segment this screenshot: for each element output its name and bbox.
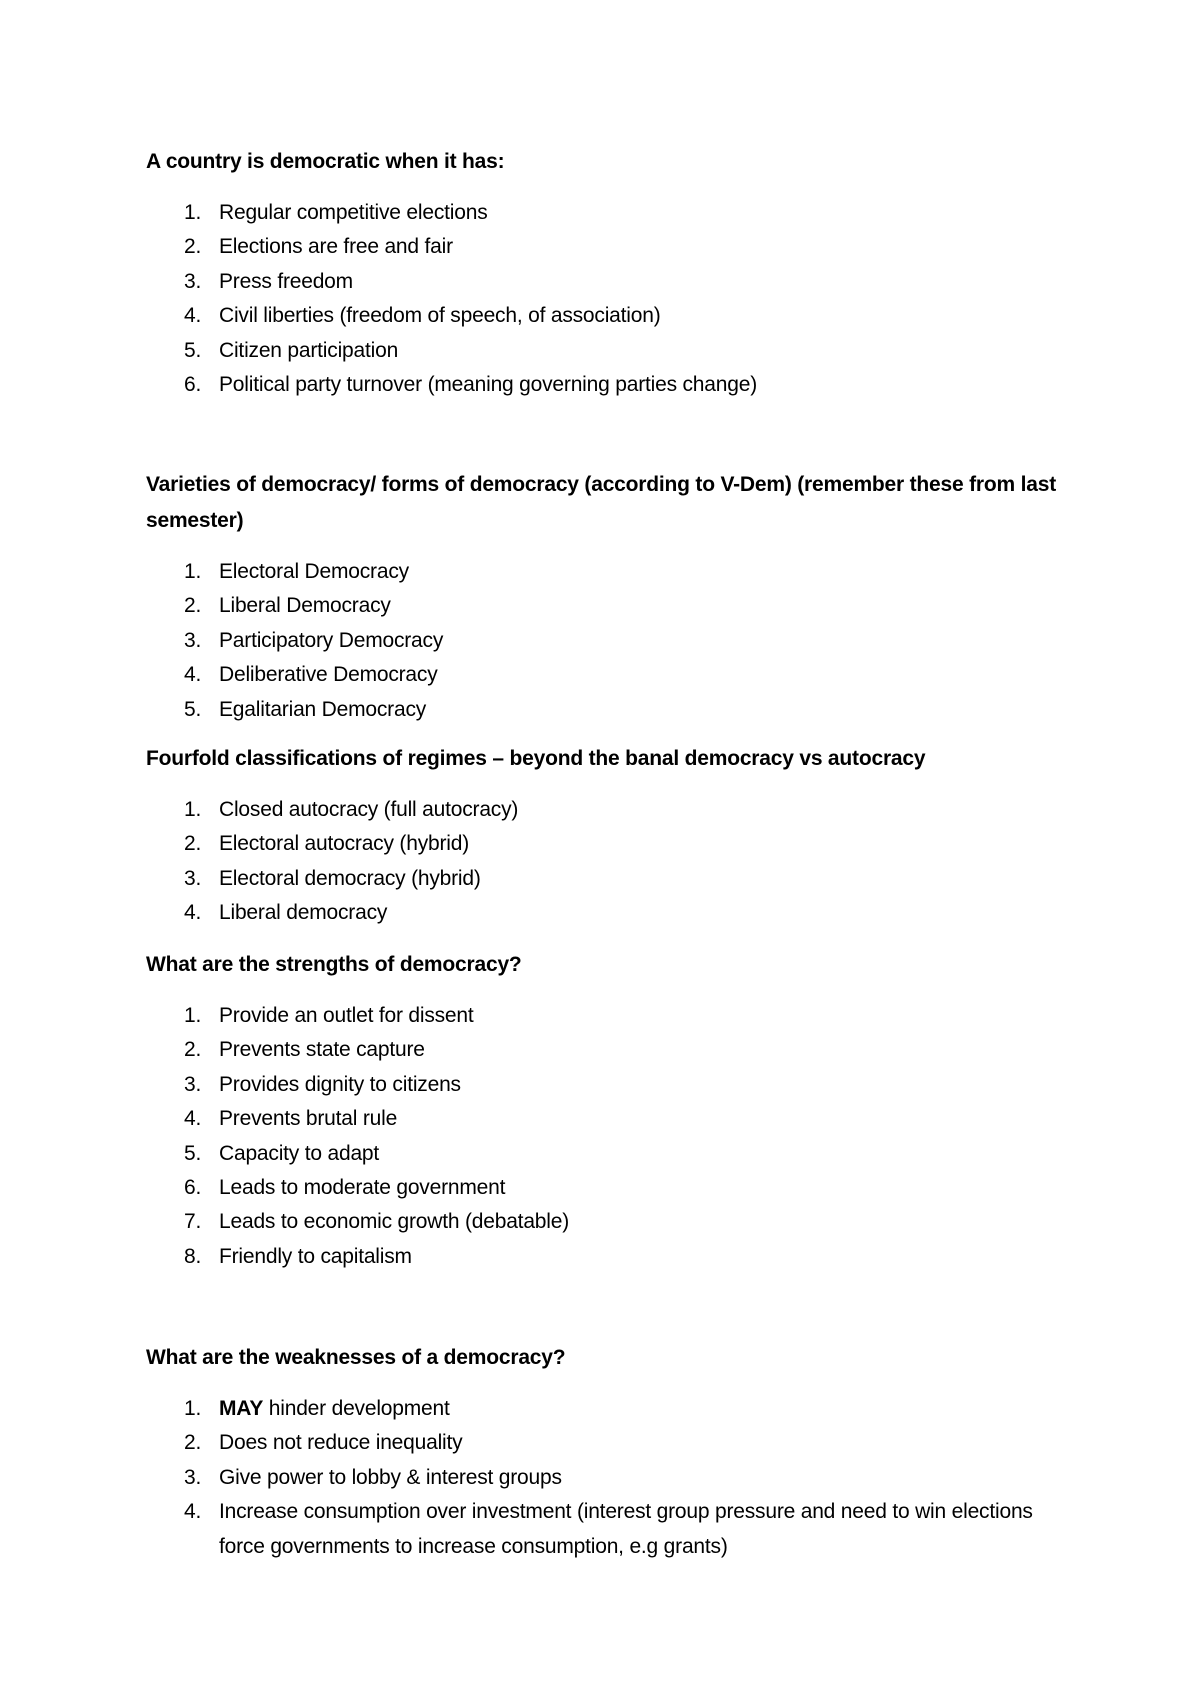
list-item: 4. Liberal democracy bbox=[184, 901, 388, 925]
list-item: 5. Egalitarian Democracy bbox=[184, 697, 427, 721]
list-item: 8. Friendly to capitalism bbox=[184, 1244, 412, 1268]
list-item: 1. Provide an outlet for dissent bbox=[184, 1004, 474, 1027]
section-weaknesses bbox=[146, 1340, 1066, 1564]
list-item: 2. Liberal Democracy bbox=[184, 594, 391, 618]
section-fourfold-classification bbox=[146, 741, 1066, 931]
list-item: 5. Citizen participation bbox=[184, 338, 399, 362]
list-item: 3. Participatory Democracy bbox=[184, 628, 444, 652]
section-varieties-of-democracy bbox=[146, 467, 1066, 727]
section-heading: What are the weaknesses of a democracy? bbox=[146, 1346, 566, 1369]
list-item: 2. Prevents state capture bbox=[184, 1038, 425, 1062]
list-item: 3. Give power to lobby & interest groups bbox=[184, 1465, 562, 1489]
section-heading: Fourfold classifications of regimes – beyond the banal democracy vs autocracy bbox=[146, 747, 926, 770]
list-item: 3. Provides dignity to citizens bbox=[184, 1072, 461, 1096]
list-item: 4. Increase consumption over investment (interest group pressure and need to win elections force governments to increase consumption, e.g grants) bbox=[184, 1500, 1033, 1558]
list-item: 6. Leads to moderate government bbox=[184, 1176, 506, 1200]
section-heading: What are the strengths of democracy? bbox=[146, 953, 522, 976]
list-item: 1. Electoral Democracy bbox=[184, 560, 409, 583]
emphasis-text: MAY bbox=[219, 1397, 264, 1420]
list-item: 4. Civil liberties (freedom of speech, of association) bbox=[184, 304, 661, 328]
list-item: 6. Political party turnover (meaning governing parties change) bbox=[184, 373, 757, 397]
list-item: 1. Regular competitive elections bbox=[184, 201, 488, 224]
list-item: 4. Deliberative Democracy bbox=[184, 663, 438, 687]
list-item: 2. Electoral autocracy (hybrid) bbox=[184, 832, 469, 856]
list-item: 3. Electoral democracy (hybrid) bbox=[184, 866, 481, 890]
section-democratic-criteria bbox=[146, 144, 1066, 402]
numbered-list bbox=[146, 793, 1066, 931]
list-item: 4. Prevents brutal rule bbox=[184, 1107, 398, 1131]
list-item: 1. Closed autocracy (full autocracy) bbox=[184, 798, 519, 821]
list-item: 3. Press freedom bbox=[184, 269, 353, 293]
section-heading: A country is democratic when it has: bbox=[146, 150, 505, 173]
numbered-list bbox=[146, 196, 1066, 402]
numbered-list bbox=[146, 999, 1066, 1274]
list-item: 1. MAY hinder development bbox=[184, 1397, 450, 1420]
numbered-list bbox=[146, 1392, 1066, 1564]
list-item: 7. Leads to economic growth (debatable) bbox=[184, 1210, 570, 1234]
numbered-list bbox=[146, 555, 1066, 727]
list-item: 5. Capacity to adapt bbox=[184, 1141, 380, 1165]
list-item: 2. Does not reduce inequality bbox=[184, 1431, 463, 1455]
section-heading: Varieties of democracy/ forms of democracy (according to V-Dem) (remember these from last semester) bbox=[146, 473, 1057, 532]
list-item: 2. Elections are free and fair bbox=[184, 235, 453, 259]
section-strengths bbox=[146, 947, 1066, 1274]
